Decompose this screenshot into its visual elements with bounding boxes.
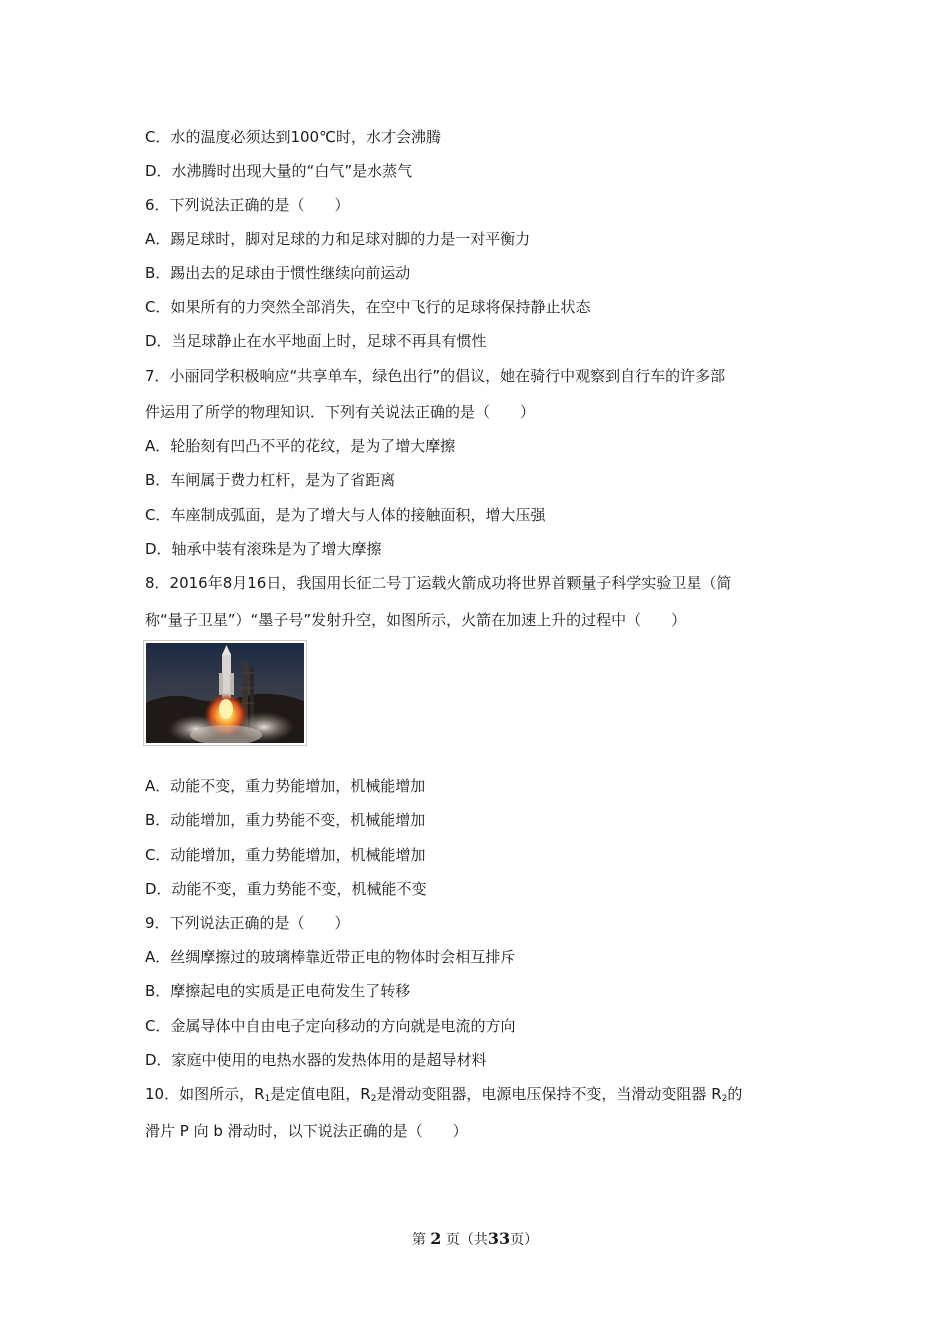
q10-text-4: 的 [727, 1085, 743, 1103]
footer-prefix: 第 [411, 1232, 426, 1248]
q10-text-1: 10．如图所示，R [145, 1085, 265, 1103]
q8-option-d: D．动能不变，重力势能不变，机械能不变 [145, 880, 427, 898]
q8-stem-line2: 称“量子卫星”）“墨子号”发射升空，如图所示，火箭在加速上升的过程中（ ） [145, 611, 687, 629]
q5-option-d: D．水沸腾时出现大量的“白气”是水蒸气 [145, 162, 413, 180]
q7-option-c: C．车座制成弧面，是为了增大与人体的接触面积，增大压强 [145, 506, 546, 524]
q8-option-c: C．动能增加，重力势能增加，机械能增加 [145, 846, 426, 864]
q6-option-c: C．如果所有的力突然全部消失，在空中飞行的足球将保持静止状态 [145, 298, 591, 316]
q9-option-a: A．丝绸摩擦过的玻璃棒靠近带正电的物体时会相互排斥 [145, 948, 516, 966]
footer-total-pages: 33 [487, 1229, 511, 1248]
q10-sub-1: 1 [264, 1094, 271, 1104]
page-footer [0, 1229, 950, 1250]
footer-middle: 页（共 [445, 1232, 488, 1248]
q9-option-d: D．家庭中使用的电热水器的发热体用的是超导材料 [145, 1051, 487, 1069]
q8-option-a: A．动能不变，重力势能增加，机械能增加 [145, 777, 426, 795]
q10-text-2: 是定值电阻，R [270, 1085, 371, 1103]
q9-option-b: B．摩擦起电的实质是正电荷发生了转移 [145, 982, 411, 1000]
q6-option-b: B．踢出去的足球由于惯性继续向前运动 [145, 264, 411, 282]
q7-option-b: B．车闸属于费力杠杆，是为了省距离 [145, 471, 396, 489]
q10-sub-3: 2 [721, 1094, 728, 1104]
q8-stem-line1: 8．2016年8月16日，我国用长征二号丁运载火箭成功将世界首颗量子科学实验卫星（简 [145, 574, 732, 592]
q7-option-d: D．轴承中装有滚珠是为了增大摩擦 [145, 540, 382, 558]
q7-stem-line2: 件运用了所学的物理知识．下列有关说法正确的是（ ） [145, 403, 536, 421]
q9-stem: 9．下列说法正确的是（ ） [145, 914, 350, 932]
q10-stem-line1 [145, 1084, 742, 1104]
q10-sub-2: 2 [370, 1094, 377, 1104]
q9-option-c: C．金属导体中自由电子定向移动的方向就是电流的方向 [145, 1017, 516, 1035]
footer-page-number: 2 [430, 1229, 442, 1248]
rocket-launch-photo [143, 640, 307, 746]
q10-stem-line2: 滑片 P 向 b 滑动时，以下说法正确的是（ ） [145, 1122, 468, 1140]
q6-option-d: D．当足球静止在水平地面上时，足球不再具有惯性 [145, 332, 487, 350]
rocket-launch-image [146, 643, 304, 743]
q10-text-3: 是滑动变阻器，电源电压保持不变，当滑动变阻器 R [376, 1085, 722, 1103]
q8-option-b: B．动能增加，重力势能不变，机械能增加 [145, 811, 426, 829]
q7-stem-line1: 7．小丽同学积极响应“共享单车，绿色出行”的倡议，她在骑行中观察到自行车的许多部 [145, 367, 726, 385]
q7-option-a: A．轮胎刻有凹凸不平的花纹，是为了增大摩擦 [145, 437, 456, 455]
q6-option-a: A．踢足球时，脚对足球的力和足球对脚的力是一对平衡力 [145, 230, 531, 248]
q5-option-c: C．水的温度必须达到100℃时，水才会沸腾 [145, 128, 441, 146]
footer-suffix: 页） [510, 1232, 539, 1248]
q6-stem: 6．下列说法正确的是（ ） [145, 196, 350, 214]
